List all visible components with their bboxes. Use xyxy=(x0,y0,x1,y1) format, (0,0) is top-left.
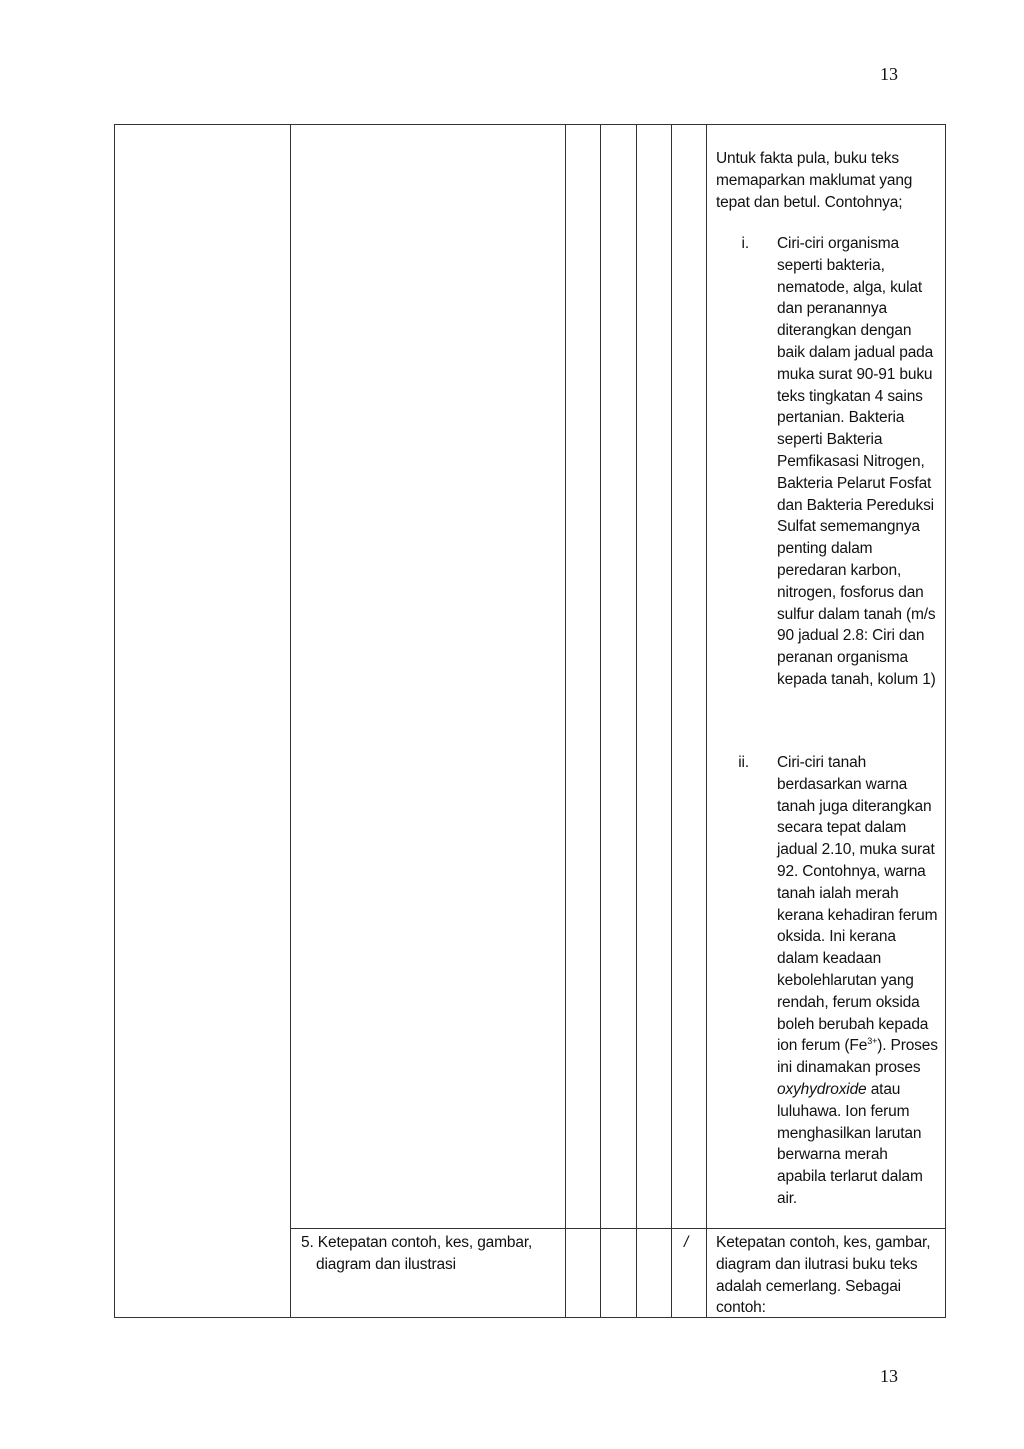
ion-charge-superscript: 3+ xyxy=(867,1036,878,1047)
list-item-number-i: i. xyxy=(741,235,749,252)
row-separator xyxy=(290,1228,946,1229)
page-number-top: 13 xyxy=(880,64,898,84)
soil-text-part-b: ). Proses ini dinamakan proses xyxy=(777,1037,938,1077)
criterion-line-1: 5. Ketepatan contoh, kes, gambar, xyxy=(301,1234,533,1251)
list-item-number-ii: ii. xyxy=(738,754,749,771)
list-item-soil-color-text xyxy=(777,752,939,1210)
col-line-7 xyxy=(706,124,707,1318)
soil-text-part-a: Ciri-ciri tanah berdasarkan warna tanah juga diterangkan secara tepat dalam jadual 2.10, muka surat 92. Contohnya, warna tanah ialah merah kerana kehadiran ferum oksida. Ini kerana dalam keadaan kebolehlarutan yang rendah, ferum oksida boleh berubah kepada ion ferum (Fe xyxy=(777,754,938,1055)
oxyhydroxide-term: oxyhydroxide xyxy=(777,1080,867,1098)
soil-text-part-c: atau luluhawa. Ion ferum menghasilkan larutan berwarna merah apabila terlarut dalam air. xyxy=(777,1080,923,1207)
criterion-5-comment: Ketepatan contoh, kes, gambar, diagram dan ilutrasi buku teks adalah cemerlang. Sebagai contoh: xyxy=(716,1234,931,1317)
list-item-organisms-text: Ciri-ciri organisma seperti bakteria, nematode, alga, kulat dan peranannya diterangkan dengan baik dalam jadual pada muka surat 90-91 buku teks tingkatan 4 sains pertanian. Bakteria seperti Bakteria Pemfikasasi Nitrogen, Bakteria Pelarut Fosfat dan Bakteria Pereduksi Sulfat sememangnya penting dalam peredaran karbon, nitrogen, fosforus dan sulfur dalam tanah (m/s 90 jadual 2.8: Ciri dan peranan organisma kepada tanah, kolum 1) xyxy=(777,235,936,688)
facts-intro-text: Untuk fakta pula, buku teks memaparkan maklumat yang tepat dan betul. Contohnya; xyxy=(716,150,913,211)
page-number-bottom: 13 xyxy=(880,1366,898,1386)
rating-mark: / xyxy=(684,1234,689,1251)
col-line-4 xyxy=(600,124,601,1318)
col-line-5 xyxy=(636,124,637,1318)
table-border-top xyxy=(114,124,946,125)
col-line-8 xyxy=(945,124,946,1318)
col-line-6 xyxy=(671,124,672,1318)
col-line-1 xyxy=(114,124,115,1318)
criterion-line-2: diagram dan ilustrasi xyxy=(316,1255,456,1273)
col-line-3 xyxy=(565,124,566,1318)
col-line-2 xyxy=(290,124,291,1318)
criterion-5-text xyxy=(301,1232,563,1276)
